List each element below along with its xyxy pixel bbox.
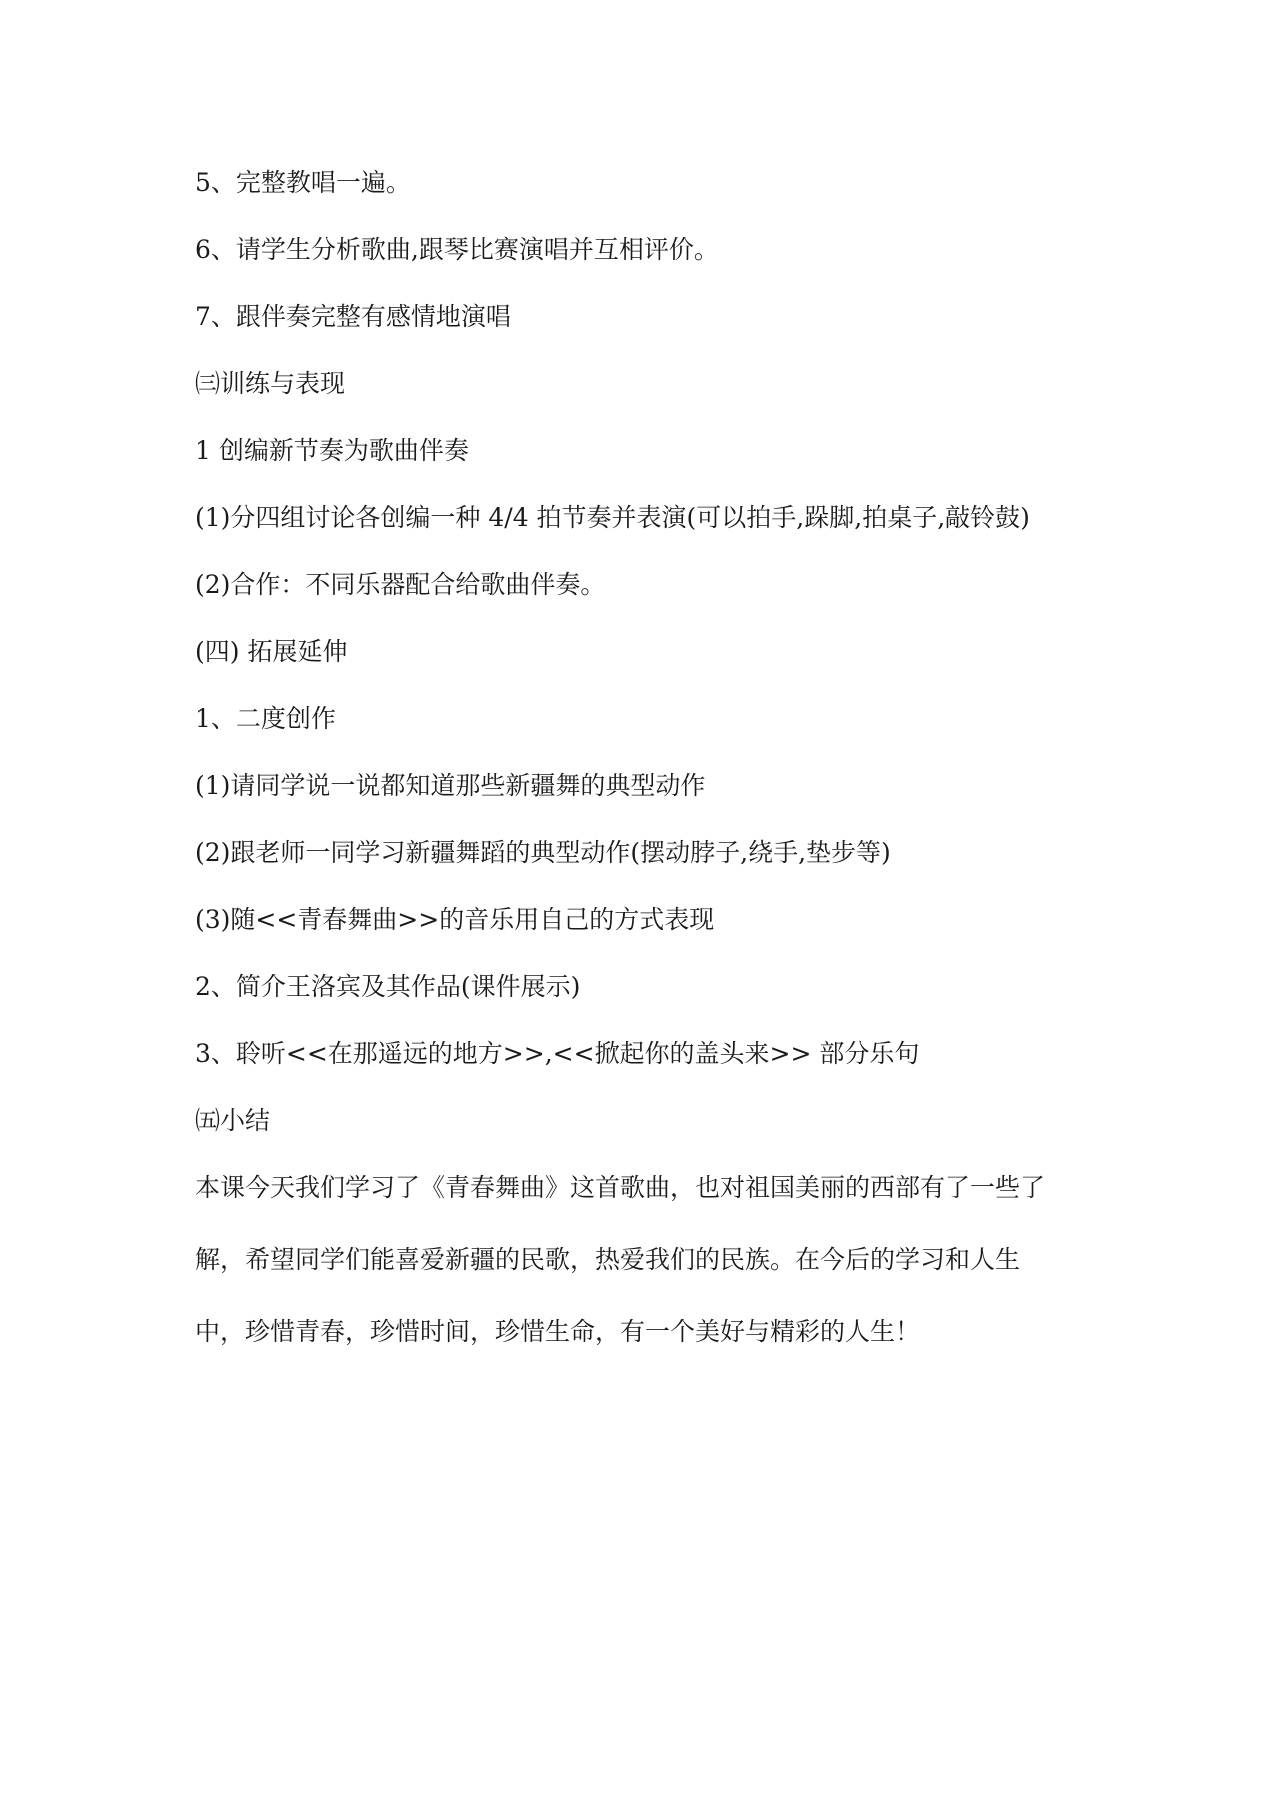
subitem-1-2: (2)合作：不同乐器配合给歌曲伴奏。 [195,570,606,599]
step-6: 6、请学生分析歌曲,跟琴比赛演唱并互相评价。 [195,235,719,264]
summary-line-2: 解，希望同学们能喜爱新疆的民歌，热爱我们的民族。在今后的学习和人生 [195,1245,1021,1274]
item-1: 1 创编新节奏为歌曲伴奏 [195,436,469,465]
summary-paragraph [195,1173,1095,1347]
item-4-2: 2、简介王洛宾及其作品(课件展示) [195,972,581,1001]
step-5: 5、完整教唱一遍。 [195,168,411,197]
document-body [195,168,1095,1389]
item-4-1: 1、二度创作 [195,704,336,733]
step-7: 7、跟伴奏完整有感情地演唱 [195,302,511,331]
section-4-heading: (四) 拓展延伸 [195,637,348,666]
section-3-heading: ㈢训练与表现 [195,369,346,398]
summary-line-3: 中，珍惜青春，珍惜时间，珍惜生命，有一个美好与精彩的人生！ [195,1317,921,1346]
subitem-4-1-3: (3)随<<青春舞曲>>的音乐用自己的方式表现 [195,905,715,934]
item-4-3: 3、聆听<<在那遥远的地方>>,<<掀起你的盖头来>> 部分乐句 [195,1039,920,1068]
subitem-1-1: (1)分四组讨论各创编一种 4/4 拍节奏并表演(可以拍手,跺脚,拍桌子,敲铃鼓) [195,503,1030,532]
subitem-4-1-1: (1)请同学说一说都知道那些新疆舞的典型动作 [195,771,706,800]
subitem-4-1-2: (2)跟老师一同学习新疆舞蹈的典型动作(摆动脖子,绕手,垫步等) [195,838,891,867]
section-5-heading: ㈤小结 [195,1106,271,1135]
summary-line-1: 本课今天我们学习了《青春舞曲》这首歌曲，也对祖国美丽的西部有了一些了 [195,1173,1046,1202]
